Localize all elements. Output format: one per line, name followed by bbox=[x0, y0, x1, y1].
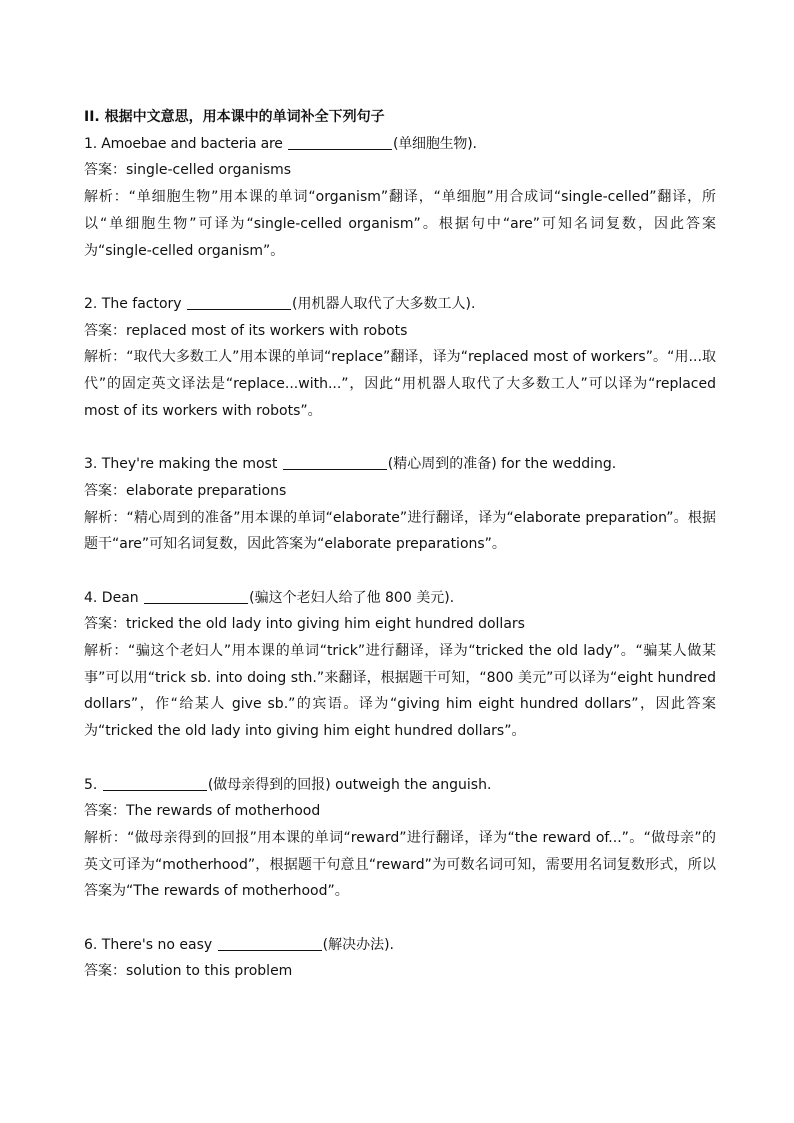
analysis-text: 解析：“骗这个老妇人”用本课的单词“trick”进行翻译，译为“tricked the old lady”。“骗某人做某事”可以用“trick sb. into doing sth.”来翻译，根据题干可知，“800 美元”可以译为“eight hundred dollars”，作“给某人 give sb.”的宾语。译为“giving him eight hundred dollars”，因此答案为“tricked the old lady into giving him eight hundred dollars”。 bbox=[84, 643, 716, 740]
sentence-after: (用机器人取代了大多数工人). bbox=[292, 295, 476, 312]
sentence-after: (单细胞生物). bbox=[392, 135, 477, 152]
sentence-before: 5. bbox=[84, 776, 102, 793]
answer-blank bbox=[283, 454, 387, 470]
question-sentence bbox=[84, 585, 716, 612]
sentence-before: 1. Amoebae and bacteria are bbox=[84, 135, 287, 152]
question-sentence bbox=[84, 131, 716, 158]
question-item-1 bbox=[84, 131, 716, 265]
question-sentence bbox=[84, 932, 716, 959]
answer-blank bbox=[103, 775, 207, 791]
question-item-6 bbox=[84, 932, 716, 985]
analysis-text: 解析：“精心周到的准备”用本课的单词“elaborate”进行翻译，译为“elaborate preparation”。根据题干“are”可知名词复数，因此答案为“elaborate preparations”。 bbox=[84, 509, 716, 553]
sentence-before: 4. Dean bbox=[84, 589, 144, 606]
analysis-text: 解析：“单细胞生物”用本课的单词“organism”翻译，“单细胞”用合成词“single-celled”翻译，所以“单细胞生物”可译为“single-celled organism”。根据句中“are”可知名词复数，因此答案为“single-celled organism”。 bbox=[84, 189, 716, 259]
answer-text: 答案：replaced most of its workers with robots bbox=[84, 322, 408, 339]
sentence-after: (精心周到的准备) for the wedding. bbox=[387, 456, 617, 473]
question-sentence bbox=[84, 451, 716, 478]
analysis-text: 解析：“取代大多数工人”用本课的单词“replace”翻译，译为“replaced most of workers”。“用...取代”的固定英文译法是“replace...with...”，因此“用机器人取代了大多数工人”可以译为“replaced most of its workers with robots”。 bbox=[84, 349, 716, 419]
answer-text: 答案：The rewards of motherhood bbox=[84, 803, 321, 820]
sentence-after: (做母亲得到的回报) outweigh the anguish. bbox=[207, 776, 492, 793]
section-heading: II. 根据中文意思，用本课中的单词补全下列句子 bbox=[84, 109, 385, 125]
sentence-after: (解决办法). bbox=[322, 936, 394, 953]
sentence-before: 2. The factory bbox=[84, 295, 187, 312]
answer-text: 答案：tricked the old lady into giving him eight hundred dollars bbox=[84, 616, 525, 633]
answer-blank bbox=[187, 294, 291, 310]
sentence-after: (骗这个老妇人给了他 800 美元). bbox=[249, 589, 455, 606]
answer-text: 答案：elaborate preparations bbox=[84, 482, 287, 499]
question-sentence bbox=[84, 772, 716, 799]
answer-blank bbox=[218, 935, 322, 951]
sentence-before: 6. There's no easy bbox=[84, 936, 217, 953]
answer-blank bbox=[144, 588, 248, 604]
worksheet-page bbox=[84, 104, 716, 985]
analysis-text: 解析：“做母亲得到的回报”用本课的单词“reward”进行翻译，译为“the reward of...”。“做母亲”的英文可译为“motherhood”，根据题干句意且“reward”为可数名词可知，需要用名词复数形式，所以答案为“The rewards of motherhood”。 bbox=[84, 829, 716, 900]
answer-blank bbox=[288, 134, 392, 150]
question-item-5 bbox=[84, 772, 716, 906]
answer-text: 答案：single-celled organisms bbox=[84, 162, 292, 179]
question-item-2 bbox=[84, 291, 716, 425]
answer-text: 答案：solution to this problem bbox=[84, 963, 293, 980]
question-item-3 bbox=[84, 451, 716, 558]
question-sentence bbox=[84, 291, 716, 318]
question-item-4 bbox=[84, 585, 716, 745]
sentence-before: 3. They're making the most bbox=[84, 456, 282, 473]
